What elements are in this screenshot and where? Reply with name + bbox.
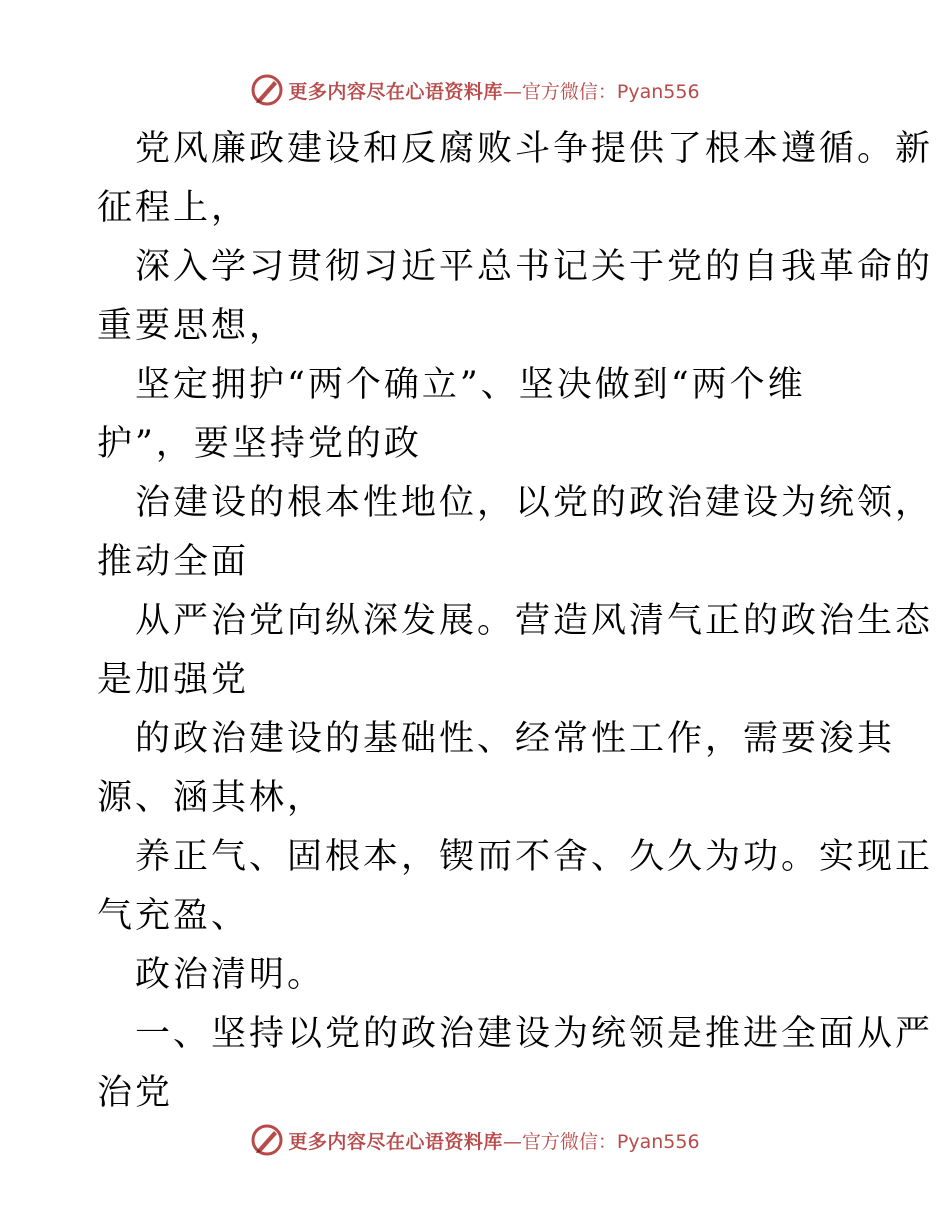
- header-watermark: [0, 70, 950, 110]
- text-line: 是加强党: [97, 660, 250, 700]
- text-line: 坚定拥护“两个确立”、坚决做到“两个维: [135, 365, 806, 405]
- text-line: 护”，要坚持党的政: [97, 424, 422, 464]
- text-line: 重要思想，: [97, 306, 288, 346]
- text-line: 党风廉政建设和反腐败斗争提供了根本遵循。新: [135, 129, 934, 169]
- text-line: 深入学习贯彻习近平总书记关于党的自我革命的: [135, 247, 934, 287]
- text-line: 治建设的根本性地位，以党的政治建设为统领，: [135, 483, 934, 523]
- watermark-wechat: —官方微信：Pyan556: [502, 1130, 700, 1153]
- text-line: 养正气、固根本，锲而不舍、久久为功。实现正: [135, 837, 934, 877]
- text-line: 从严治党向纵深发展。营造风清气正的政治生态: [135, 601, 934, 641]
- text-line: 一、坚持以党的政治建设为统领是推进全面从严: [135, 1014, 934, 1054]
- footer-watermark: [0, 1120, 950, 1160]
- text-line: 的政治建设的基础性、经常性工作，需要浚其: [135, 719, 896, 759]
- pen-logo-icon: [250, 73, 284, 107]
- document-body: [97, 120, 934, 1123]
- text-line: 治党: [97, 1073, 174, 1113]
- text-line: 气充盈、: [97, 896, 250, 936]
- text-line: 源、涵其林，: [97, 778, 326, 818]
- text-line: 政治清明。: [135, 955, 326, 995]
- text-line: 推动全面: [97, 542, 250, 582]
- watermark-wechat: —官方微信：Pyan556: [502, 80, 700, 103]
- watermark-title: 更多内容尽在心语资料库: [288, 80, 503, 103]
- watermark-title: 更多内容尽在心语资料库: [288, 1130, 503, 1153]
- text-line: 征程上，: [97, 188, 250, 228]
- pen-logo-icon: [250, 1123, 284, 1157]
